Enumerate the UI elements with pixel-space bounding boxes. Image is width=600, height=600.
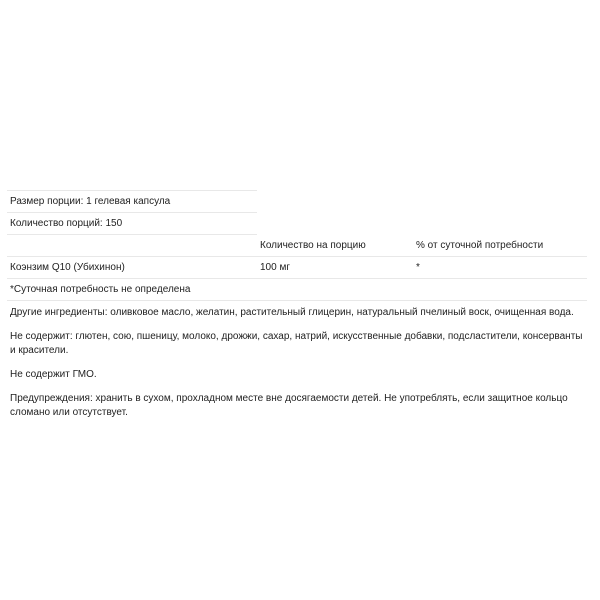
serving-size-row <box>7 190 257 213</box>
servings-count-text: Количество порций: 150 <box>10 218 123 229</box>
ingredient-daily-value: * <box>416 262 420 273</box>
ingredient-amount: 100 мг <box>260 262 290 273</box>
warnings-text: Предупреждения: хранить в сухом, прохладном месте вне досягаемости детей. Не употреблять, если защитное кольцо сломано или отсутствует. <box>10 393 568 418</box>
serving-size-text: Размер порции: 1 гелевая капсула <box>10 196 171 207</box>
ingredient-name: Коэнзим Q10 (Убихинон) <box>10 262 125 273</box>
servings-count-row <box>7 213 257 235</box>
table-header-row <box>7 235 587 257</box>
gmo-free-text: Не содержит ГМО. <box>10 369 97 380</box>
product-notes <box>10 306 588 430</box>
footnote-row <box>7 279 587 301</box>
daily-value-footnote: *Суточная потребность не определена <box>10 284 191 295</box>
daily-value-header: % от суточной потребности <box>416 240 544 251</box>
does-not-contain-text: Не содержит: глютен, сою, пшеницу, молоко, дрожжи, сахар, натрий, искусственные добавки, подсластители, консерванты и красители. <box>10 331 583 356</box>
other-ingredients-text: Другие ингредиенты: оливковое масло, желатин, растительный глицерин, натуральный пчелиный воск, очищенная вода. <box>10 307 574 318</box>
table-row <box>7 257 587 279</box>
supplement-facts-table <box>7 190 587 301</box>
amount-per-serving-header: Количество на порцию <box>260 240 366 251</box>
